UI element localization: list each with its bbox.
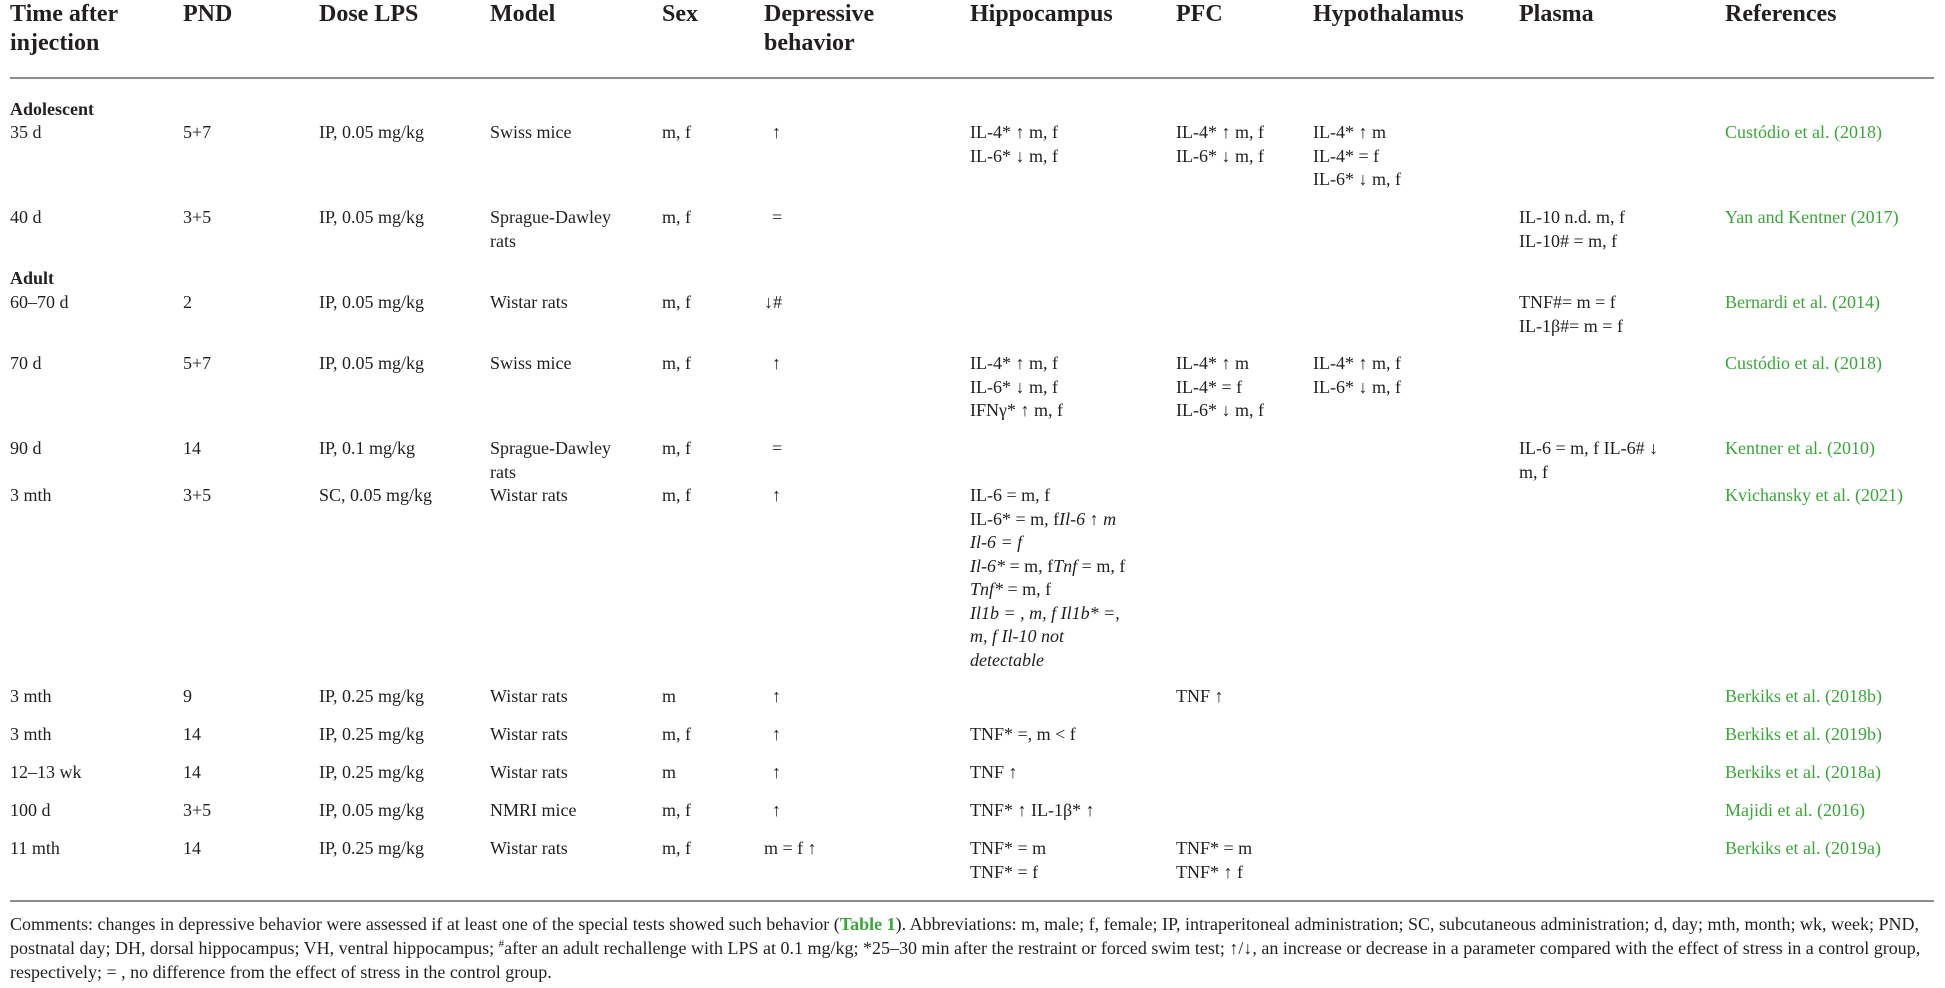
cell-sex: m, f: [662, 438, 691, 458]
reference-close: ): [1896, 485, 1903, 505]
cell-sex: m, f: [662, 838, 691, 858]
cell-depressive: =: [772, 438, 783, 458]
cell-time: 70 d: [10, 353, 42, 373]
cell-pfc-line: IL-4* = f: [1176, 376, 1243, 397]
cell-time: 12–13 wk: [10, 762, 82, 782]
cell-dose: IP, 0.05 mg/kg: [319, 122, 425, 142]
cell-model-line: rats: [490, 230, 516, 251]
cell-hippocampus-line: IL-6* ↓ m, f: [970, 145, 1058, 166]
header-hypothalamus: Hypothalamus: [1313, 1, 1464, 27]
cell-model-line: Wistar rats: [490, 838, 568, 858]
cell-hippocampus-line: [970, 649, 1125, 673]
hippocampus-fragment: IL-6* = m, f: [970, 508, 1060, 529]
cell-plasma-line: TNF#= m = f: [1519, 292, 1616, 312]
cell-hypothalamus-line: IL-6* ↓ m, f: [1313, 376, 1401, 397]
hippocampus-fragment: Il-6 = f: [970, 532, 1023, 552]
hippocampus-fragment: Il-6*: [970, 555, 1005, 576]
hippocampus-fragment: Tnf: [1053, 555, 1078, 576]
cell-model: [490, 837, 568, 861]
cell-plasma-line: IL-10 n.d. m, f: [1519, 207, 1625, 227]
cell-dose: IP, 0.05 mg/kg: [319, 800, 425, 820]
cell-hypothalamus: [1313, 121, 1401, 192]
reference-link[interactable]: [1725, 761, 1881, 785]
cell-model: [490, 291, 568, 315]
cell-model-line: Wistar rats: [490, 724, 568, 744]
cell-model-line: rats: [490, 461, 516, 482]
section-adolescent: Adolescent: [10, 99, 94, 119]
cell-dose: IP, 0.05 mg/kg: [319, 353, 425, 373]
section-adult: Adult: [10, 268, 55, 288]
cell-dose: IP, 0.1 mg/kg: [319, 438, 416, 458]
cell-sex: m: [662, 762, 677, 782]
reference-year[interactable]: 2018b: [1830, 686, 1876, 706]
cell-model-line: Wistar rats: [490, 686, 568, 706]
cell-pnd: 14: [183, 838, 201, 858]
cell-hypothalamus-line: IL-4* ↑ m: [1313, 122, 1386, 142]
cell-depressive: m = f ↑: [764, 838, 817, 858]
reference-link[interactable]: [1725, 352, 1882, 376]
cell-model-line: Wistar rats: [490, 762, 568, 782]
cell-dose: SC, 0.05 mg/kg: [319, 485, 433, 505]
cell-hippocampus-line: TNF* =, m < f: [970, 724, 1076, 744]
table-1-link[interactable]: Table 1: [839, 914, 896, 934]
hippocampus-fragment: detectable: [970, 649, 1044, 670]
reference-year[interactable]: 2019b: [1830, 724, 1876, 744]
cell-pfc: [1176, 837, 1252, 884]
cell-hippocampus-line: [970, 578, 1125, 602]
hippocampus-fragment: Il-6 ↑ m: [1059, 508, 1117, 529]
cell-sex: m, f: [662, 292, 691, 312]
cell-hippocampus: [970, 484, 1125, 672]
cell-time: 3 mth: [10, 724, 52, 744]
cell-hippocampus-line: IL-6* ↓ m, f: [970, 376, 1058, 397]
cell-model-line: Wistar rats: [490, 485, 568, 505]
cell-time: 90 d: [10, 438, 42, 458]
cell-sex: m, f: [662, 724, 691, 744]
hippocampus-fragment: m, f Il-10 not: [970, 626, 1064, 646]
cell-pnd: 3+5: [183, 485, 212, 505]
reference-link[interactable]: [1725, 685, 1882, 709]
cell-pnd: 3+5: [183, 207, 212, 227]
cell-hippocampus: [970, 121, 1058, 168]
cell-depressive: =: [772, 207, 783, 227]
reference-authors[interactable]: Majidi et al. (: [1725, 800, 1823, 820]
header-plasma: Plasma: [1519, 1, 1594, 27]
reference-authors[interactable]: Bernardi et al. (: [1725, 292, 1838, 312]
cell-model-line: Wistar rats: [490, 292, 568, 312]
reference-year[interactable]: 2014: [1837, 292, 1874, 312]
hippocampus-fragment: = m, f: [1003, 579, 1052, 599]
reference-authors[interactable]: Berkiks et al. (: [1725, 724, 1831, 744]
cell-model-line: Sprague-Dawley: [490, 207, 611, 227]
cell-time: 40 d: [10, 207, 42, 227]
footnote-text-2: ). Abbreviations: m, male; f, female; IP, intraperitoneal administration; SC, subcutaneous administration; d, day; mth, month; wk, week; PND, postnatal day; DH, dorsal hippocampus; VH, ventral hippocampus;: [10, 914, 1919, 958]
cell-hippocampus-line: [970, 508, 1125, 532]
header-rule: [10, 77, 1934, 79]
cell-pfc-line: IL-4* ↑ m: [1176, 353, 1249, 373]
reference-year[interactable]: 2018: [1840, 353, 1876, 373]
footnote-text-1: Comments: changes in depressive behavior were assessed if at least one of the special tests showed such behavior (: [10, 914, 840, 934]
header-sex: Sex: [662, 1, 698, 27]
reference-close: ): [1876, 122, 1882, 142]
reference-link[interactable]: [1725, 291, 1880, 315]
reference-link[interactable]: [1725, 799, 1865, 823]
reference-authors[interactable]: Custódio et al. (: [1725, 122, 1840, 142]
cell-pnd: 14: [183, 762, 201, 782]
reference-close: ): [1875, 724, 1882, 744]
reference-link[interactable]: [1725, 437, 1875, 461]
cell-hippocampus-line: [970, 484, 1125, 508]
cell-depressive: ↑: [772, 485, 781, 505]
cell-hippocampus-line: TNF* ↑ IL-1β* ↑: [970, 800, 1095, 820]
reference-close: ): [1875, 686, 1882, 706]
reference-authors[interactable]: Yan and Kentner (: [1725, 207, 1857, 227]
cell-model: [490, 352, 572, 376]
cell-model: [490, 437, 611, 484]
cell-model: [490, 723, 568, 747]
cell-dose: IP, 0.25 mg/kg: [319, 838, 425, 858]
cell-hypothalamus-line: IL-6* ↓ m, f: [1313, 169, 1401, 189]
cell-plasma-line: IL-6 = m, f IL-6# ↓: [1519, 438, 1659, 458]
reference-link[interactable]: [1725, 723, 1882, 747]
cell-pnd: 3+5: [183, 800, 212, 820]
cell-plasma-line: IL-1β#= m = f: [1519, 315, 1623, 336]
cell-hippocampus-line: TNF ↑: [970, 762, 1018, 782]
cell-plasma: [1519, 437, 1658, 484]
footer-rule: [10, 900, 1934, 902]
reference-authors[interactable]: Berkiks et al. (: [1725, 838, 1831, 858]
cell-hippocampus: [970, 799, 1095, 823]
header-pnd: PND: [183, 1, 233, 27]
reference-year[interactable]: 2018a: [1830, 762, 1875, 782]
cell-time: 11 mth: [10, 838, 60, 858]
cell-pfc-line: TNF ↑: [1176, 686, 1224, 706]
reference-year[interactable]: 2010: [1832, 438, 1869, 458]
reference-link[interactable]: [1725, 484, 1903, 508]
reference-close: ): [1873, 292, 1880, 312]
cell-sex: m, f: [662, 122, 691, 142]
cell-hippocampus-line: [970, 625, 1125, 649]
reference-authors[interactable]: Kvichansky et al. (: [1725, 485, 1861, 505]
cell-pnd: 9: [183, 686, 192, 706]
hippocampus-fragment: Tnf*: [970, 579, 1004, 599]
cell-pfc: [1176, 352, 1264, 423]
cell-pfc-line: TNF* = m: [1176, 838, 1253, 858]
cell-time: 3 mth: [10, 485, 52, 505]
hippocampus-fragment: Il1b = , m, f Il1b* =,: [970, 602, 1120, 623]
cell-pnd: 2: [183, 292, 192, 312]
cell-model: [490, 121, 572, 145]
cell-hippocampus-line: [970, 602, 1125, 626]
hippocampus-fragment: = m, f: [1005, 555, 1054, 576]
cell-model-line: Swiss mice: [490, 122, 572, 142]
cell-time: 35 d: [10, 122, 42, 142]
reference-authors[interactable]: Berkiks et al. (: [1725, 762, 1831, 782]
reference-close: ): [1874, 762, 1881, 782]
cell-depressive: ↑: [772, 762, 781, 782]
reference-year[interactable]: 2017: [1856, 207, 1893, 227]
cell-pnd: 14: [183, 438, 201, 458]
reference-authors[interactable]: Custódio et al. (: [1725, 353, 1840, 373]
reference-close: ): [1876, 353, 1882, 373]
reference-close: ): [1892, 207, 1899, 227]
cell-depressive: ↑: [772, 800, 781, 820]
reference-year[interactable]: 2016: [1822, 800, 1859, 820]
cell-plasma: [1519, 206, 1625, 253]
cell-pfc-line: IL-4* ↑ m, f: [1176, 122, 1264, 142]
cell-pfc-line: IL-6* ↓ m, f: [1176, 400, 1264, 420]
cell-time: 3 mth: [10, 686, 52, 706]
cell-dose: IP, 0.05 mg/kg: [319, 292, 425, 312]
cell-pnd: 5+7: [183, 353, 212, 373]
cell-hippocampus-line: IFNγ* ↑ m, f: [970, 400, 1063, 420]
table-footnote: [10, 912, 1935, 984]
reference-year[interactable]: 2019a: [1830, 838, 1875, 858]
cell-model-line: NMRI mice: [490, 800, 577, 820]
cell-model-line: Swiss mice: [490, 353, 572, 373]
cell-sex: m, f: [662, 353, 691, 373]
cell-pfc-line: TNF* ↑ f: [1176, 861, 1243, 882]
cell-dose: IP, 0.25 mg/kg: [319, 724, 425, 744]
header-model: Model: [490, 1, 556, 27]
reference-link[interactable]: [1725, 206, 1899, 230]
cell-pfc: [1176, 685, 1224, 709]
cell-sex: m: [662, 686, 677, 706]
reference-link[interactable]: [1725, 121, 1882, 145]
header-dose: Dose LPS: [319, 1, 419, 27]
cell-depressive: ↑: [772, 122, 781, 142]
cell-hypothalamus-line: IL-4* = f: [1313, 145, 1380, 166]
cell-depressive: ↑: [772, 724, 781, 744]
cell-hippocampus: [970, 723, 1076, 747]
reference-link[interactable]: [1725, 837, 1881, 861]
reference-year[interactable]: 2018: [1840, 122, 1876, 142]
reference-authors[interactable]: Kentner et al. (: [1725, 438, 1833, 458]
cell-model: [490, 799, 576, 823]
reference-close: ): [1874, 838, 1881, 858]
footnote-text-3: after an adult rechallenge with LPS at 0.1 mg/kg; *25–30 min after the restraint or forced swim test; ↑/↓, an increase or decrease in a parameter compared with the effect of stress in a control group, respectively; = , no difference from the effect of stress in the control group.: [10, 938, 1921, 982]
cell-plasma: [1519, 291, 1623, 338]
cell-hippocampus-line: TNF* = m: [970, 838, 1047, 858]
cell-hippocampus-line: [970, 555, 1125, 579]
header-time: Time after injection: [10, 1, 119, 56]
cell-hypothalamus-line: IL-4* ↑ m, f: [1313, 353, 1401, 373]
cell-hippocampus: [970, 352, 1063, 423]
cell-sex: m, f: [662, 485, 691, 505]
cell-sex: m, f: [662, 207, 691, 227]
cell-model: [490, 484, 568, 508]
reference-year[interactable]: 2021: [1860, 485, 1897, 505]
cell-hippocampus-line: [970, 531, 1125, 555]
cell-dose: IP, 0.25 mg/kg: [319, 762, 425, 782]
cell-depressive: ↑: [772, 686, 781, 706]
cell-plasma-line: m, f: [1519, 461, 1548, 482]
cell-hippocampus-line: TNF* = f: [970, 861, 1039, 882]
header-pfc: PFC: [1176, 1, 1223, 27]
cell-pnd: 14: [183, 724, 201, 744]
footnote-hash: #: [498, 938, 505, 950]
cell-model: [490, 761, 568, 785]
cell-hippocampus: [970, 837, 1046, 884]
reference-close: ): [1868, 438, 1875, 458]
cell-plasma-line: IL-10# = m, f: [1519, 230, 1618, 251]
cell-model: [490, 685, 568, 709]
hippocampus-fragment: IL-6 = m, f: [970, 485, 1051, 505]
cell-hypothalamus: [1313, 352, 1401, 399]
cell-hippocampus-line: IL-4* ↑ m, f: [970, 122, 1058, 142]
cell-sex: m, f: [662, 800, 691, 820]
cell-dose: IP, 0.05 mg/kg: [319, 207, 425, 227]
hippocampus-fragment: = m, f: [1077, 555, 1126, 576]
cell-hippocampus-line: IL-4* ↑ m, f: [970, 353, 1058, 373]
cell-time: 60–70 d: [10, 292, 69, 312]
cell-pnd: 5+7: [183, 122, 212, 142]
reference-close: ): [1858, 800, 1865, 820]
cell-model-line: Sprague-Dawley: [490, 438, 611, 458]
header-depressive: Depressive behavior: [764, 1, 875, 56]
cell-pfc-line: IL-6* ↓ m, f: [1176, 145, 1264, 166]
cell-model: [490, 206, 611, 253]
header-references: References: [1725, 1, 1837, 27]
reference-authors[interactable]: Berkiks et al. (: [1725, 686, 1831, 706]
header-hippocampus: Hippocampus: [970, 1, 1113, 27]
cell-dose: IP, 0.25 mg/kg: [319, 686, 425, 706]
cell-depressive: ↑: [772, 353, 781, 373]
cell-time: 100 d: [10, 800, 51, 820]
cell-pfc: [1176, 121, 1264, 168]
cell-hippocampus: [970, 761, 1018, 785]
cell-depressive: ↓#: [764, 292, 782, 312]
